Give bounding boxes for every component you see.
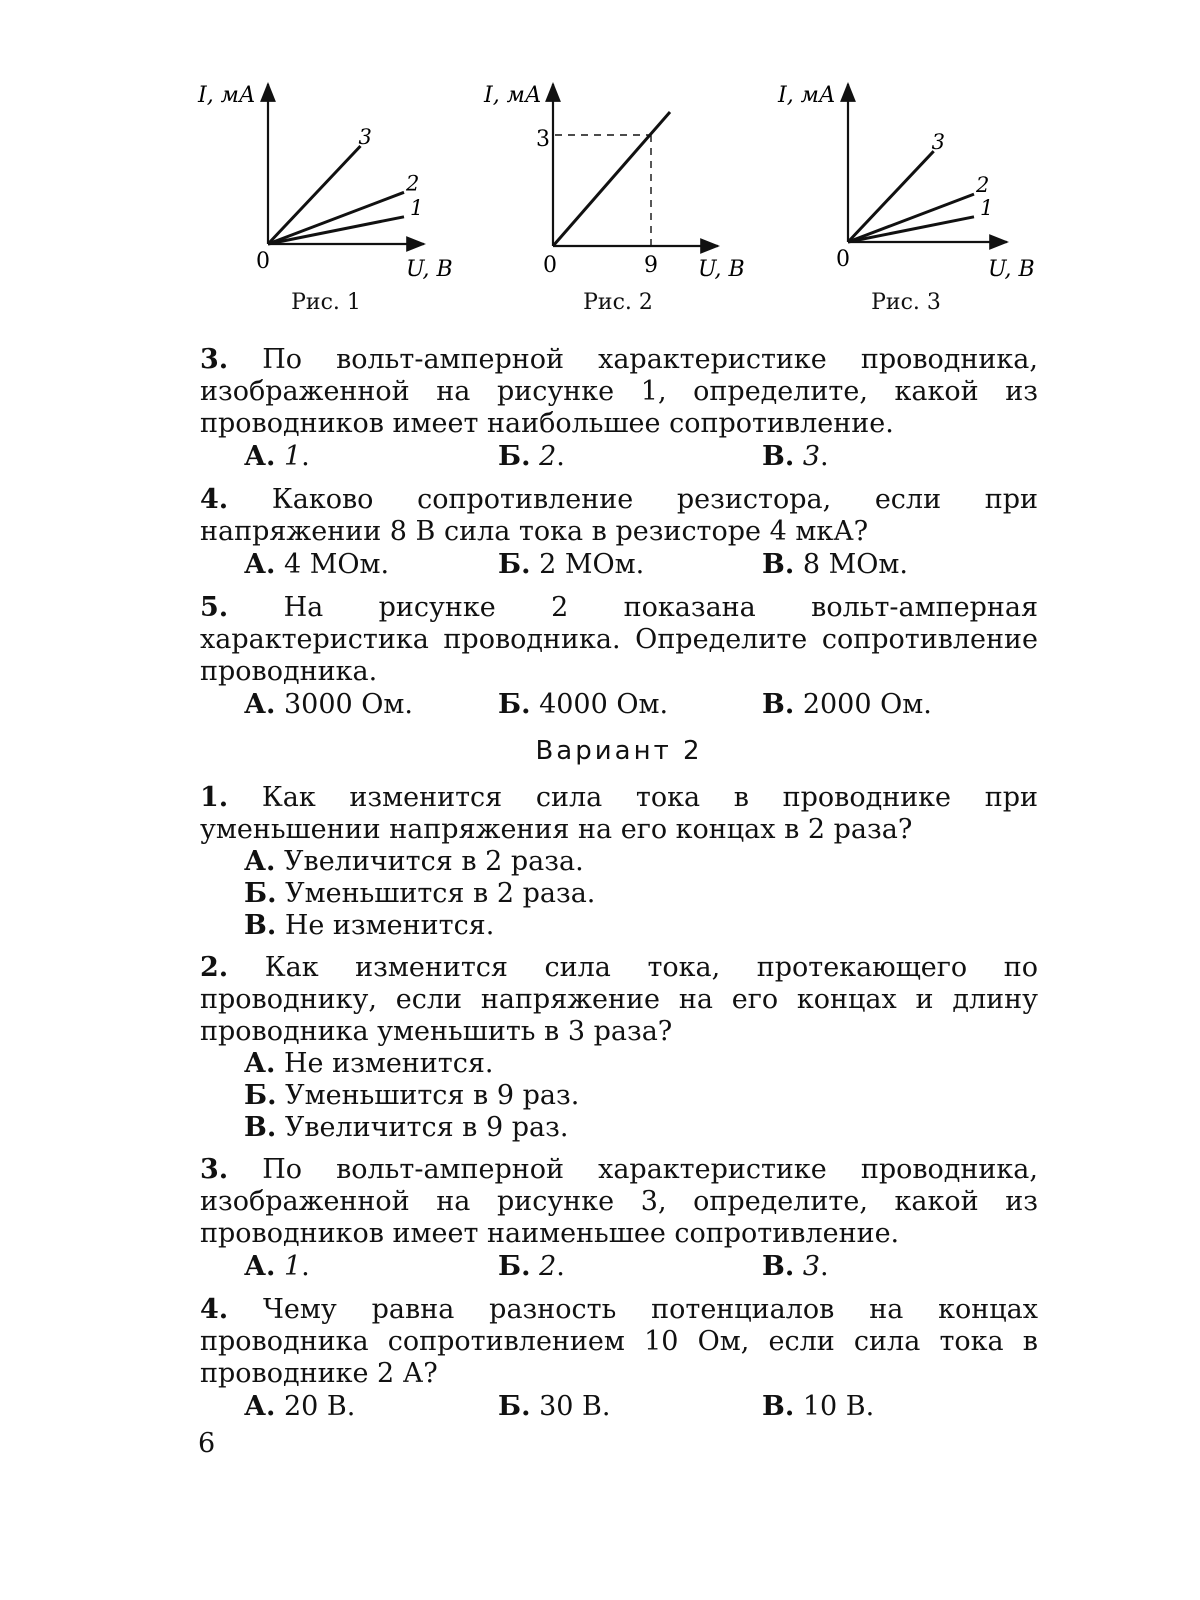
variant-heading: Вариант 2 bbox=[535, 736, 703, 766]
question-number: 4. bbox=[200, 484, 229, 515]
answer-value: 4000 Ом. bbox=[539, 689, 669, 720]
answer-value: 8 МОм. bbox=[802, 549, 908, 580]
answer-value: 20 В. bbox=[283, 1391, 356, 1422]
fig3-y-label: I, мА bbox=[778, 83, 836, 108]
question-v2-1 bbox=[200, 782, 1038, 846]
fig3-caption: Рис. 3 bbox=[871, 290, 941, 315]
iv-line-label: 1 bbox=[980, 195, 994, 220]
answer-value: 3 bbox=[802, 441, 821, 472]
fig1-y-label: I, мА bbox=[198, 83, 256, 108]
question-text: По вольт-амперной характеристике проводника, изображенной на рисунке 1, определите, какой из проводников имеет наибольшее сопротивление. bbox=[200, 344, 1038, 439]
answers-v2-4 bbox=[244, 1390, 1038, 1424]
answer-value: 2 bbox=[539, 1251, 557, 1282]
answer-value: 3 bbox=[802, 1251, 821, 1282]
page-number: 6 bbox=[198, 1428, 216, 1459]
answers-v1-5 bbox=[244, 688, 1038, 722]
fig2-x-label: U, В bbox=[698, 257, 745, 282]
answer-value: 2 МОм. bbox=[539, 549, 645, 580]
question-text: По вольт-амперной характеристике проводника, изображенной на рисунке 3, определите, какой из проводников имеет наименьшее сопротивление. bbox=[200, 1154, 1038, 1249]
answer-letter: А. bbox=[244, 549, 276, 580]
fig1-lines bbox=[268, 125, 423, 244]
fig2-y-tick: 3 bbox=[536, 127, 550, 152]
answer-option[interactable] bbox=[244, 846, 1038, 878]
iv-line-label: 2 bbox=[976, 173, 990, 198]
iv-line-2 bbox=[268, 192, 404, 244]
answer-option[interactable] bbox=[498, 548, 762, 582]
answer-letter: В. bbox=[762, 549, 795, 580]
answer-option[interactable] bbox=[244, 688, 498, 722]
answer-option[interactable] bbox=[244, 1048, 1038, 1080]
answers-v2-2 bbox=[244, 1048, 1038, 1144]
question-number: 3. bbox=[200, 1154, 229, 1185]
question-v1-4 bbox=[200, 484, 1038, 548]
answer-option[interactable] bbox=[244, 440, 498, 474]
fig1-x-label: U, В bbox=[406, 257, 453, 282]
question-v2-2 bbox=[200, 952, 1038, 1048]
answer-letter: Б. bbox=[498, 441, 531, 472]
question-text: Как изменится сила тока, протекающего по проводнику, если напряжение на его концах и длину проводника уменьшить в 3 раза? bbox=[200, 952, 1038, 1047]
answer-value: 10 В. bbox=[802, 1391, 875, 1422]
question-v2-4 bbox=[200, 1294, 1038, 1390]
answers-v1-3 bbox=[244, 440, 1038, 474]
answer-value: Увеличится в 2 раза. bbox=[283, 846, 584, 877]
answers-v1-4 bbox=[244, 548, 1038, 582]
question-v1-3 bbox=[200, 344, 1038, 440]
answer-option[interactable] bbox=[498, 688, 762, 722]
answer-option[interactable] bbox=[244, 878, 1038, 910]
question-text: На рисунке 2 показана вольт-амперная характеристика проводника. Определите сопротивление проводника. bbox=[200, 592, 1038, 687]
figures-svg bbox=[0, 0, 1200, 330]
answer-letter: В. bbox=[762, 1251, 795, 1282]
iv-line-2 bbox=[848, 194, 974, 242]
answer-value: Уменьшится в 2 раза. bbox=[285, 878, 596, 909]
answers-v2-3 bbox=[244, 1250, 1038, 1284]
answer-value: 30 В. bbox=[539, 1391, 611, 1422]
answer-value: Не изменится. bbox=[284, 910, 495, 941]
answer-value: 1 bbox=[283, 1251, 302, 1282]
question-number: 1. bbox=[200, 782, 229, 813]
answer-option[interactable] bbox=[498, 440, 762, 474]
answer-value: 4 МОм. bbox=[283, 549, 390, 580]
question-number: 3. bbox=[200, 344, 229, 375]
fig3-lines bbox=[848, 130, 993, 242]
answer-letter: В. bbox=[762, 1391, 795, 1422]
answer-value: 1 bbox=[283, 441, 302, 472]
iv-line-label: 1 bbox=[410, 195, 424, 220]
answer-letter: Б. bbox=[498, 1251, 531, 1282]
figures-row bbox=[0, 0, 1200, 330]
answer-letter: В. bbox=[244, 1112, 277, 1143]
fig2-line bbox=[553, 112, 670, 246]
answer-suffix: . bbox=[556, 441, 565, 472]
question-text: Каково сопротивление резистора, если при напряжении 8 В сила тока в резисторе 4 мкА? bbox=[200, 484, 1038, 547]
answer-option[interactable] bbox=[762, 1250, 829, 1284]
answer-option[interactable] bbox=[498, 1390, 762, 1424]
question-v1-5 bbox=[200, 592, 1038, 688]
answer-value: Не изменится. bbox=[283, 1048, 494, 1079]
answer-letter: Б. bbox=[498, 1391, 531, 1422]
question-number: 5. bbox=[200, 592, 229, 623]
fig3-x-label: U, В bbox=[988, 257, 1035, 282]
fig2-x-tick: 9 bbox=[644, 253, 658, 278]
answer-letter: А. bbox=[244, 441, 276, 472]
answer-option[interactable] bbox=[244, 1112, 1038, 1144]
question-text: Как изменится сила тока в проводнике при уменьшении напряжения на его концах в 2 раза? bbox=[200, 782, 1038, 845]
answer-letter: В. bbox=[762, 689, 795, 720]
fig2-origin-label: 0 bbox=[543, 253, 557, 278]
fig3-origin-label: 0 bbox=[836, 247, 850, 272]
answer-letter: Б. bbox=[244, 1080, 277, 1111]
answer-value: 2000 Ом. bbox=[802, 689, 932, 720]
answer-option[interactable] bbox=[244, 1080, 1038, 1112]
question-v2-3 bbox=[200, 1154, 1038, 1250]
answer-letter: А. bbox=[244, 1048, 276, 1079]
question-number: 4. bbox=[200, 1294, 229, 1325]
fig1-origin-label: 0 bbox=[256, 249, 270, 274]
answer-value: Уменьшится в 9 раз. bbox=[285, 1080, 580, 1111]
iv-line-label: 3 bbox=[931, 130, 946, 155]
fig2-y-label: I, мА bbox=[484, 83, 542, 108]
answer-option[interactable] bbox=[762, 688, 932, 722]
answer-letter: В. bbox=[244, 910, 277, 941]
answer-suffix: . bbox=[820, 1251, 829, 1282]
answer-suffix: . bbox=[301, 441, 310, 472]
question-number: 2. bbox=[200, 952, 229, 983]
answer-suffix: . bbox=[820, 441, 829, 472]
answer-option[interactable] bbox=[762, 548, 908, 582]
fig1-caption: Рис. 1 bbox=[291, 290, 361, 315]
answer-letter: А. bbox=[244, 846, 276, 877]
iv-line-label: 2 bbox=[406, 171, 420, 196]
answer-option[interactable] bbox=[244, 548, 498, 582]
figure-2 bbox=[483, 83, 745, 282]
answer-option[interactable] bbox=[244, 1390, 498, 1424]
answer-option[interactable] bbox=[762, 440, 829, 474]
answer-value: Увеличится в 9 раз. bbox=[284, 1112, 569, 1143]
answer-letter: А. bbox=[244, 1251, 276, 1282]
answer-option[interactable] bbox=[244, 1250, 498, 1284]
answer-option[interactable] bbox=[244, 910, 1038, 942]
answer-letter: В. bbox=[762, 441, 795, 472]
answer-option[interactable] bbox=[762, 1390, 874, 1424]
question-text: Чему равна разность потенциалов на концах проводника сопротивлением 10 Ом, если сила тока в проводнике 2 А? bbox=[200, 1294, 1038, 1389]
answers-v2-1 bbox=[244, 846, 1038, 942]
answer-suffix: . bbox=[301, 1251, 310, 1282]
answer-letter: Б. bbox=[498, 689, 531, 720]
fig2-caption: Рис. 2 bbox=[583, 290, 653, 315]
answer-suffix: . bbox=[556, 1251, 565, 1282]
figure-3 bbox=[777, 83, 1035, 282]
worksheet-content bbox=[200, 344, 1038, 1434]
answer-value: 2 bbox=[539, 441, 557, 472]
answer-value: 3000 Ом. bbox=[283, 689, 413, 720]
figure-1 bbox=[197, 83, 453, 282]
iv-line-label: 3 bbox=[358, 124, 372, 149]
answer-option[interactable] bbox=[498, 1250, 762, 1284]
answer-letter: А. bbox=[244, 1391, 276, 1422]
answer-letter: А. bbox=[244, 689, 276, 720]
answer-letter: Б. bbox=[244, 878, 277, 909]
answer-letter: Б. bbox=[498, 549, 531, 580]
